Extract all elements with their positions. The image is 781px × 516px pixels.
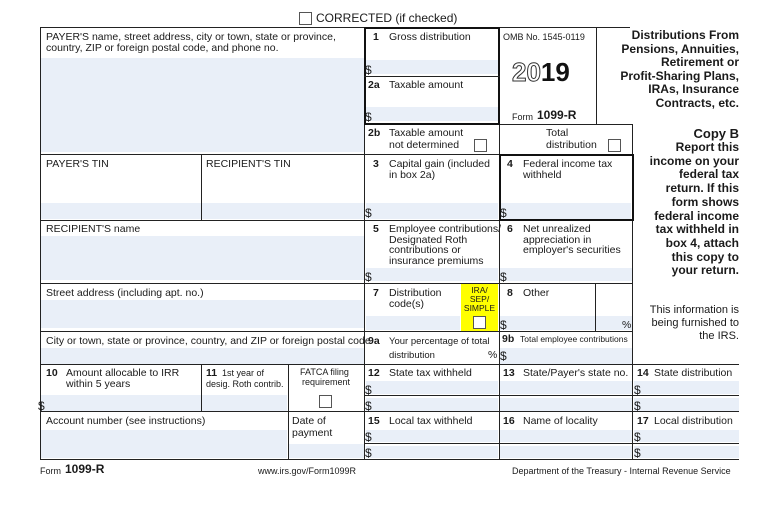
- box6-field[interactable]: [500, 268, 632, 284]
- box7-label: Distribution: [389, 287, 442, 299]
- box9b-number: 9b: [502, 333, 515, 345]
- payer-tin-label: PAYER'S TIN: [46, 158, 109, 170]
- total-dist-label-2: distribution: [546, 139, 597, 151]
- box14-dollar-1: $: [634, 383, 641, 397]
- rule-row6: [40, 331, 633, 332]
- box9a-label: Your percentage of total: [389, 336, 490, 347]
- box6-label-line: Net unrealized: [523, 223, 591, 235]
- box8-number: 8: [507, 287, 513, 299]
- box16-field-1[interactable]: [500, 430, 632, 442]
- box9b-field[interactable]: [500, 348, 632, 364]
- ira-label-line: IRA/: [471, 285, 488, 295]
- box1-dollar: $: [365, 63, 372, 77]
- box2b-checkbox[interactable]: [474, 139, 487, 152]
- box6-label: [523, 224, 621, 256]
- footer-url[interactable]: www.irs.gov/Form1099R: [258, 466, 357, 476]
- corrected-label: CORRECTED (if checked): [316, 11, 458, 25]
- copy-b-line: return. If this: [665, 181, 739, 196]
- box17-label: Local distribution: [654, 415, 733, 427]
- box9a-percent-sign: %: [488, 349, 498, 361]
- box16-number: 16: [503, 415, 515, 427]
- recipient-name-field[interactable]: [41, 236, 364, 280]
- account-field[interactable]: [41, 430, 287, 458]
- box17-dollar-2: $: [634, 446, 641, 460]
- box8-percent-divider: [595, 283, 596, 331]
- omb-number: OMB No. 1545-0119: [503, 32, 585, 42]
- box8-field[interactable]: [500, 316, 595, 330]
- box17-number: 17: [637, 415, 649, 427]
- box3-number: 3: [373, 158, 379, 170]
- box15-field-1[interactable]: [366, 430, 498, 442]
- furnished-line: This information is: [649, 304, 739, 316]
- box16-label: Name of locality: [523, 415, 598, 427]
- copy-b-line: tax withheld in: [655, 222, 739, 237]
- box1-label: Gross distribution: [389, 31, 471, 43]
- footer-form-word: Form: [40, 466, 61, 476]
- copy-b-line: Report this: [675, 140, 739, 154]
- box12-number: 12: [368, 367, 380, 379]
- box13-field-2[interactable]: [500, 398, 632, 411]
- ira-sep-simple-label: [461, 286, 498, 313]
- furnished-notice: [636, 304, 739, 343]
- box7-label-2: code(s): [389, 298, 425, 310]
- form-title: [600, 29, 739, 110]
- box16-field-2[interactable]: [500, 446, 632, 458]
- box12-dollar-2: $: [365, 399, 372, 413]
- payer-tin-field[interactable]: [41, 203, 201, 219]
- box4-label: Federal income tax: [523, 158, 613, 170]
- box14-number: 14: [637, 367, 649, 379]
- box14-label: State distribution: [654, 367, 733, 379]
- ira-label-line: SIMPLE: [463, 303, 496, 313]
- payer-name-label: PAYER'S name, street address, city or town, state or province,: [46, 31, 336, 43]
- date-label-2: payment: [292, 427, 333, 439]
- fatca-checkbox[interactable]: [319, 395, 332, 408]
- box15-label: Local tax withheld: [389, 415, 473, 427]
- title-line: IRAs, Insurance: [648, 82, 739, 96]
- recipient-tin-field[interactable]: [202, 203, 364, 219]
- ira-label-line: SEP/: [469, 294, 490, 304]
- copy-b-block: [636, 126, 739, 278]
- payer-name-label-2: country, ZIP or foreign postal code, and phone no.: [46, 42, 279, 54]
- box12-field-1[interactable]: [365, 381, 498, 397]
- box7-number: 7: [373, 287, 379, 299]
- box3-dollar: $: [365, 206, 372, 220]
- col-divider-omb: [596, 27, 597, 124]
- box10-divider: [201, 364, 202, 411]
- box4-label-2: withheld: [523, 169, 562, 181]
- box10-label-2: within 5 years: [66, 378, 131, 390]
- city-label: City or town, state or province, country, and ZIP or foreign postal code: [46, 335, 371, 347]
- copy-b-line: box 4, attach: [665, 235, 739, 250]
- box10-field[interactable]: [41, 395, 201, 411]
- box3-field[interactable]: [366, 203, 498, 219]
- box11-label-2: desig. Roth contrib.: [206, 379, 284, 389]
- title-line: Contracts, etc.: [655, 95, 739, 110]
- copy-b-label: Copy B: [693, 126, 739, 141]
- box4-number: 4: [507, 158, 513, 170]
- top-border: [40, 27, 630, 28]
- box15-split: [364, 443, 739, 444]
- box5-field[interactable]: [365, 268, 498, 284]
- box2a-dollar: $: [365, 110, 372, 124]
- fatca-label: FATCA filing: [300, 367, 349, 377]
- form-word-top: Form: [512, 112, 533, 122]
- box13-field-1[interactable]: [500, 381, 632, 394]
- box4-dollar: $: [500, 206, 507, 220]
- tin-divider: [201, 154, 202, 220]
- box7-field[interactable]: [366, 316, 460, 330]
- payer-name-field[interactable]: [41, 58, 364, 152]
- box9a-number: 9a: [368, 335, 380, 347]
- box11-number: 11: [206, 367, 218, 379]
- box5-number: 5: [373, 223, 379, 235]
- box15-dollar-2: $: [365, 446, 372, 460]
- rule-row7: [40, 364, 739, 365]
- box14-dollar-2: $: [634, 399, 641, 413]
- box5-label-line: insurance premiums: [389, 254, 484, 267]
- box13-label: State/Payer's state no.: [523, 367, 629, 379]
- box9a-label-2: distribution: [389, 350, 435, 361]
- box2a-number: 2a: [368, 79, 380, 91]
- furnished-line: the IRS.: [699, 330, 739, 342]
- box11-label: 1st year of: [222, 368, 265, 378]
- title-line: Pensions, Annuities,: [621, 41, 739, 56]
- box6-number: 6: [507, 223, 513, 235]
- furnished-line: being furnished to: [651, 317, 739, 329]
- total-dist-label: Total: [546, 127, 569, 139]
- box2a-label: Taxable amount: [389, 79, 464, 91]
- box12-dollar-1: $: [365, 383, 372, 397]
- box10-number: 10: [46, 367, 58, 379]
- box8-percent-sign: %: [622, 319, 632, 331]
- box5-label: [389, 224, 501, 266]
- tax-year: [512, 58, 570, 86]
- footer-form-name: 1099-R: [65, 462, 105, 476]
- box9b-dollar: $: [500, 349, 507, 363]
- box3-label-2: in box 2a): [389, 169, 436, 181]
- title-line: Profit-Sharing Plans,: [620, 68, 739, 83]
- title-line: Retirement or: [660, 55, 739, 69]
- box10-label: Amount allocable to IRR: [66, 367, 180, 379]
- box15-number: 15: [368, 415, 380, 427]
- box13-number: 13: [503, 367, 515, 379]
- box12-split: [364, 395, 739, 396]
- left-border: [40, 27, 41, 459]
- box1-number: 1: [373, 31, 379, 43]
- copy-b-line: federal income: [654, 208, 739, 223]
- box3-label: Capital gain (included: [389, 158, 490, 170]
- copy-b-line: income on your: [649, 153, 739, 168]
- footer-department: Department of the Treasury - Internal Revenue Service: [512, 466, 731, 476]
- street-label: Street address (including apt. no.): [46, 287, 204, 299]
- box5-dollar: $: [365, 270, 372, 284]
- box17-field-1[interactable]: [634, 430, 739, 442]
- street-field[interactable]: [41, 300, 364, 328]
- box17-field-2[interactable]: [634, 446, 739, 458]
- box17-dollar-1: $: [634, 430, 641, 444]
- box11-field[interactable]: [202, 395, 287, 411]
- corrected-checkbox[interactable]: [299, 12, 312, 25]
- box1-split: [364, 76, 500, 77]
- title-line: Distributions From: [631, 28, 739, 42]
- box2b-label-2: not determined: [389, 139, 460, 151]
- box6-label-line: appreciation in: [523, 233, 592, 246]
- copy-b-line: your return.: [671, 263, 739, 278]
- box9b-label: Total employee contributions: [520, 334, 628, 344]
- box5-label-line: Designated Roth: [389, 233, 468, 246]
- box6-dollar: $: [500, 270, 507, 284]
- fatca-label-2: requirement: [302, 377, 351, 387]
- ira-sep-simple-checkbox[interactable]: [473, 316, 486, 329]
- box12-field-2[interactable]: [366, 398, 498, 411]
- box8-dollar: $: [500, 318, 507, 332]
- box2b-number: 2b: [368, 127, 381, 139]
- box10-dollar: $: [38, 399, 45, 413]
- tax-year-bold: 19: [540, 57, 570, 87]
- box5-label-line: Employee contributions/: [389, 223, 502, 235]
- recipient-tin-label: RECIPIENT'S TIN: [206, 158, 291, 170]
- box2b-label: Taxable amount: [389, 127, 464, 139]
- copy-b-line: this copy to: [671, 249, 739, 264]
- box12-label: State tax withheld: [389, 367, 472, 379]
- tax-year-outline: 20: [512, 57, 541, 87]
- box14-field-2[interactable]: [634, 398, 739, 411]
- recipient-name-label: RECIPIENT'S name: [46, 223, 141, 235]
- copy-b-line: form shows: [671, 194, 739, 209]
- box6-label-line: employer's securities: [523, 244, 621, 256]
- box5-label-line: contributions or: [389, 244, 461, 256]
- copy-b-line: federal tax: [678, 167, 739, 182]
- box15-field-2[interactable]: [366, 446, 498, 458]
- fatca-divider: [288, 364, 289, 459]
- account-label: Account number (see instructions): [46, 415, 206, 427]
- rule-row5: [40, 283, 633, 284]
- form-name-top: 1099-R: [537, 108, 577, 122]
- box15-dollar-1: $: [365, 430, 372, 444]
- box8-label: Other: [523, 287, 550, 299]
- date-label: Date of: [292, 415, 326, 427]
- total-distribution-checkbox[interactable]: [608, 139, 621, 152]
- box14-field-1[interactable]: [634, 381, 739, 397]
- date-field[interactable]: [289, 444, 364, 458]
- city-field[interactable]: [41, 348, 364, 364]
